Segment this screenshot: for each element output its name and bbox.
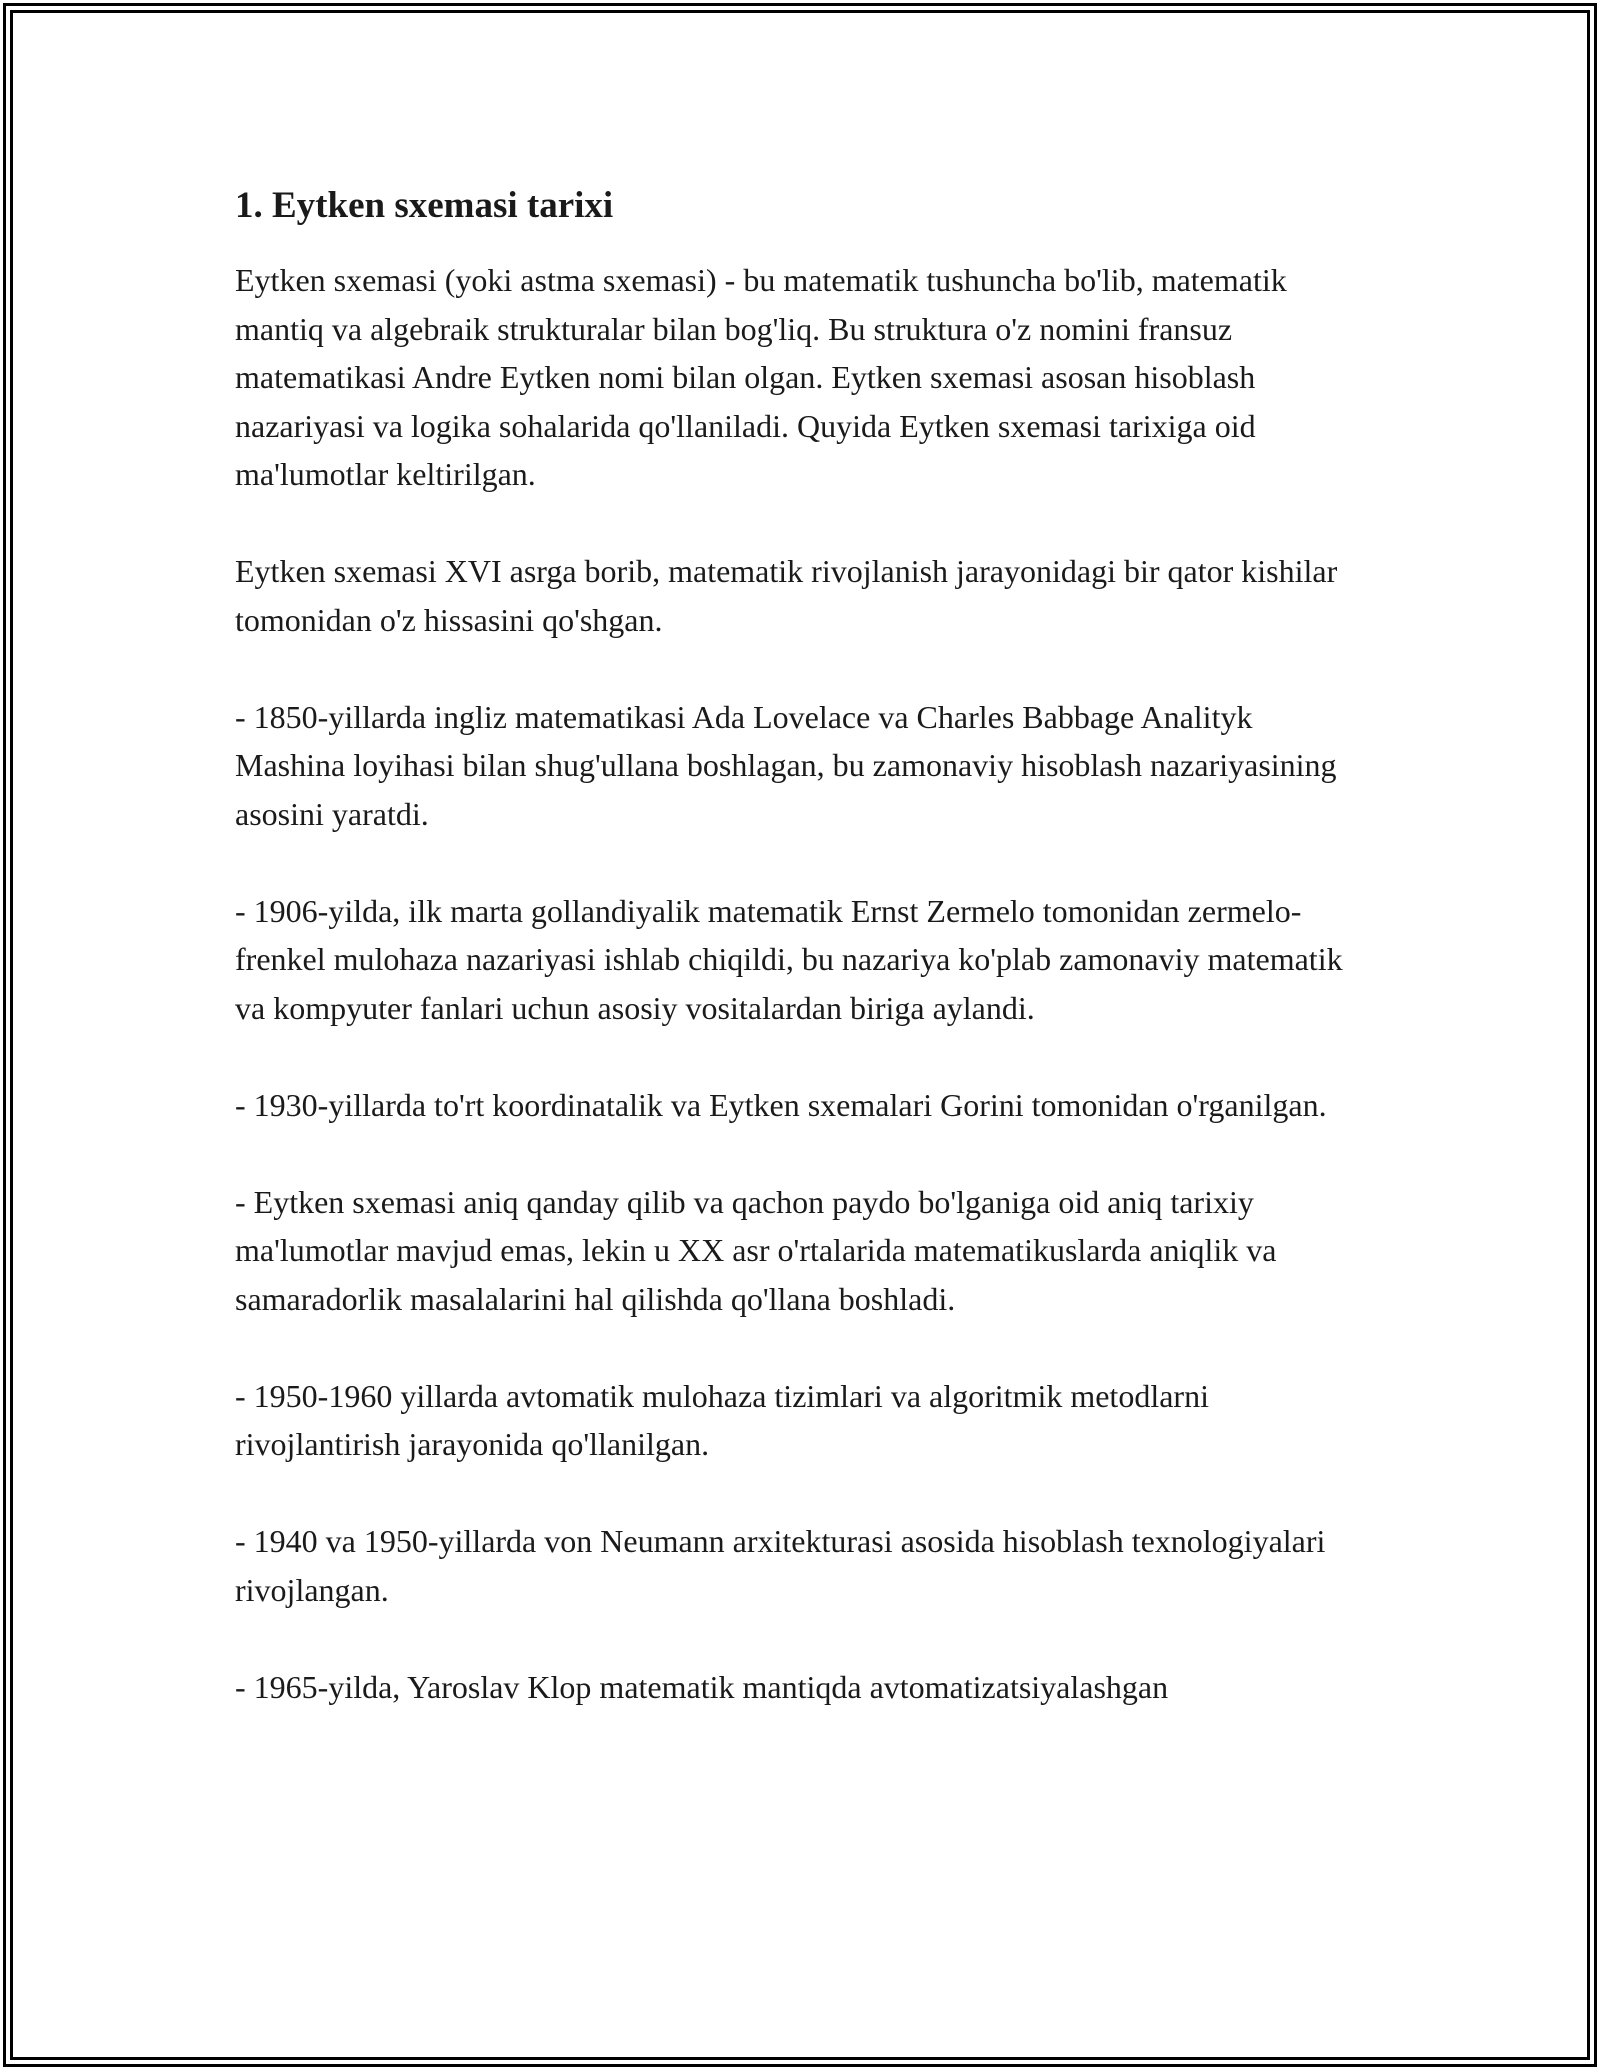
paragraph-origin: Eytken sxemasi XVI asrga borib, matematik rivojlanish jarayonidagi bir qator kishilar tomonidan o'z hissasini qo'shgan. bbox=[235, 553, 1338, 638]
document-body bbox=[235, 184, 1365, 1760]
paragraph-1965: - 1965-yilda, Yaroslav Klop matematik mantiqda avtomatizatsiyalashgan bbox=[235, 1668, 1169, 1705]
paragraph-1940-1950: - 1940 va 1950-yillarda von Neumann arxitekturasi asosida hisoblash texnologiyalari rivojlangan. bbox=[235, 1523, 1326, 1608]
paragraph-1930: - 1930-yillarda to'rt koordinatalik va Eytken sxemalari Gorini tomonidan o'rganilgan. bbox=[235, 1086, 1327, 1123]
paragraph-intro: Eytken sxemasi (yoki astma sxemasi) - bu matematik tushuncha bo'lib, matematik mantiq va algebraik strukturalar bilan bog'liq. Bu struktura o'z nomini fransuz matematikasi Andre Eytken nomi bilan olgan. Eytken sxemasi asosan hisoblash nazariyasi va logika sohalarida qo'llaniladi. Quyida Eytken sxemasi tarixiga oid ma'lumotlar keltirilgan. bbox=[235, 262, 1287, 492]
paragraph-1950-1960: - 1950-1960 yillarda avtomatik mulohaza tizimlari va algoritmik metodlarni rivojlantirish jarayonida qo'llanilgan. bbox=[235, 1377, 1209, 1462]
paragraph-1850: - 1850-yillarda ingliz matematikasi Ada Lovelace va Charles Babbage Analityk Mashina loyihasi bilan shug'ullana boshlagan, bu zamonaviy hisoblash nazariyasining asosini yaratdi. bbox=[235, 698, 1337, 832]
paragraph-1906: - 1906-yilda, ilk marta gollandiyalik matematik Ernst Zermelo tomonidan zermelo-frenkel mulohaza nazariyasi ishlab chiqildi, bu nazariya ko'plab zamonaviy matematik va kompyuter fanlari uchun asosiy vositalardan biriga aylandi. bbox=[235, 892, 1343, 1026]
paragraph-xx-century: - Eytken sxemasi aniq qanday qilib va qachon paydo bo'lganiga oid aniq tarixiy ma'lumotlar mavjud emas, lekin u XX asr o'rtalarida matematikuslarda aniqlik va samaradorlik masalalarini hal qilishda qo'llana boshladi. bbox=[235, 1183, 1277, 1317]
section-heading: 1. Eytken sxemasi tarixi bbox=[235, 185, 614, 226]
